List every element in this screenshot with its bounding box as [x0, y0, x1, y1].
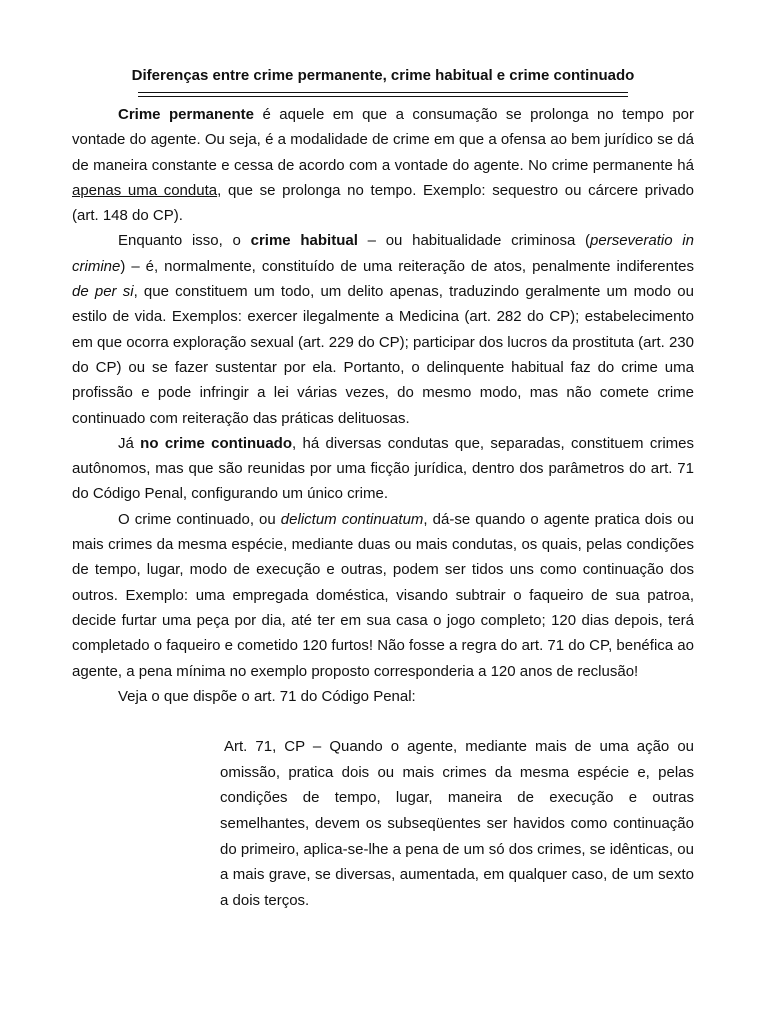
- p2-text-2: – ou habitualidade criminosa (: [357, 232, 591, 250]
- term-crime-permanente: Crime permanente: [118, 106, 255, 123]
- p3-text-1: Já: [118, 434, 141, 452]
- italic-de-per-si: de per si: [72, 283, 134, 301]
- quote-art-71: Art. 71, CP – Quando o agente, mediante mais de uma ação ou omissão, pratica dois ou mais crimes da mesma espécie e, pelas condições de tempo, lugar, maneira de execução e outras semelhantes, devem os subseqüentes ser havidos como continuação do primeiro, aplica-se-lhe a pena de um só dos crimes, se idênticas, ou a mais grave, se diversas, aumentada, em qualquer caso, de um sexto a dois terços.: [220, 738, 694, 909]
- title-double-underline: [138, 88, 628, 100]
- p4-text-1: O crime continuado, ou: [118, 510, 281, 528]
- term-crime-habitual: crime habitual: [250, 232, 358, 250]
- term-no-crime-continuado: no crime continuado: [140, 434, 293, 452]
- p1-text-2: , que se prolonga no tempo. Exemplo: sequestro ou cárcere privado (art. 148 do CP).: [72, 181, 695, 225]
- paragraph-crime-continuado: [72, 431, 694, 507]
- p1-text-1: é aquele em que a consumação se prolonga no tempo por vontade do agente. Ou seja, é a modalidade de crime em que a ofensa ao bem jurídico se dá de maneira constante e cessa de acordo com a vontade do agente. No crime permanente há: [72, 106, 694, 174]
- underlined-apenas-uma-conduta: apenas uma conduta: [72, 181, 218, 199]
- blank-line: [72, 709, 694, 734]
- paragraph-veja-art-71: Veja o que dispõe o art. 71 do Código Penal:: [118, 687, 416, 705]
- italic-delictum-continuatum: delictum continuatum: [280, 510, 424, 528]
- document-title: Diferenças entre crime permanente, crime habitual e crime continuado: [131, 67, 635, 84]
- paragraph-crime-permanente: [72, 102, 694, 228]
- italic-perseveratio: perseveratio in crimine: [72, 232, 694, 275]
- paragraph-delictum-continuatum: [72, 507, 694, 684]
- p3-text-2: , há diversas condutas que, separadas, constituem crimes autônomos, mas que são reunidas por uma ficção jurídica, dentro dos parâmetros do art. 71 do Código Penal, configurando um único crime.: [72, 434, 694, 503]
- p2-text-1: Enquanto isso, o: [118, 232, 251, 250]
- document-page: [72, 64, 694, 913]
- p2-text-4: , que constituem um todo, um delito apenas, traduzindo geralmente um modo ou estilo de vida. Exemplos: exercer ilegalmente a Medicina (art. 282 do CP); estabelecimento em que ocorra exploração sexual (art. 229 do CP); participar dos lucros da prostituta (art. 230 do CP) ou se fazer sustentar por ela. Portanto, o delinquente habitual faz do crime uma profissão e pode infringir a lei várias vezes, do mesmo modo, mas não comete crime continuado com reiteração das práticas delituosas.: [72, 283, 694, 427]
- paragraph-crime-habitual: [72, 228, 694, 430]
- p4-text-2: , dá-se quando o agente pratica dois ou mais crimes da mesma espécie, mediante duas ou mais condutas, os quais, pelas condições de tempo, lugar, modo de execução e outras, podem ser tidos uns como continuação dos outros. Exemplo: uma empregada doméstica, visando subtrair o faqueiro de sua patroa, decide furtar uma peça por dia, até ter em sua casa o jogo completo; 120 dias depois, terá completado o faqueiro e cometido 120 furtos! Não fosse a regra do art. 71 do CP, benéfica ao agente, a pena mínima no exemplo proposto corresponderia a 120 anos de reclusão!: [72, 510, 694, 680]
- p2-text-3: ) – é, normalmente, constituído de uma reiteração de atos, penalmente indiferentes: [120, 257, 694, 275]
